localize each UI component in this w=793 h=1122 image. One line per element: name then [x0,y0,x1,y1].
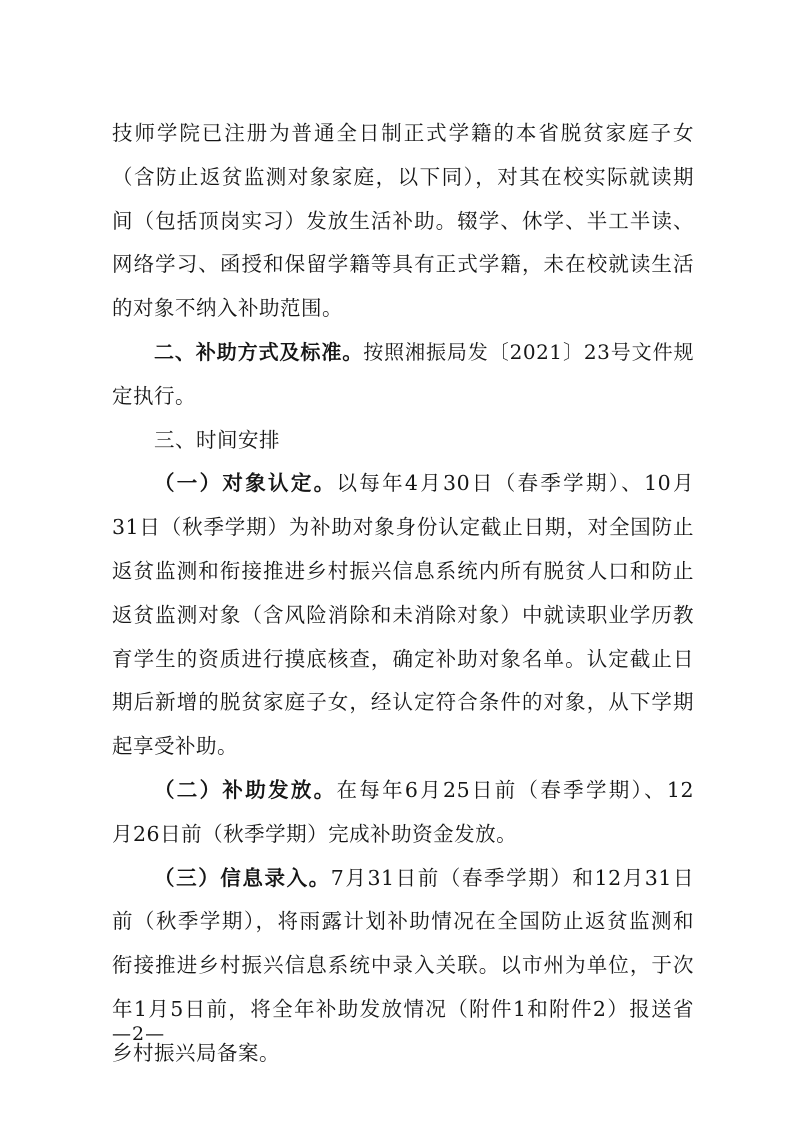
paragraph-line: 起享受补助。 [112,734,238,759]
item-1-text: 以每年4月30日（春季学期）、10月 [336,471,695,496]
item-3-line [112,857,694,901]
item-2-line [112,769,694,813]
paragraph-line: 返贫监测对象（含风险消除和未消除对象）中就读职业学历教 [112,602,694,627]
item-3-label: （三）信息录入。 [154,865,331,890]
item-2-text: 在每年6月25日前（春季学期）、12 [336,777,695,802]
paragraph-line: 定执行。 [112,383,196,408]
paragraph-line: 31日（秋季学期）为补助对象身份认定截止日期，对全国防止 [112,515,694,540]
paragraph-line: （含防止返贫监测对象家庭，以下同），对其在校实际就读期 [112,164,694,189]
section-2-heading: 二、补助方式及标准。 [154,339,364,364]
document-body [112,112,694,1076]
section-2-line [112,331,694,375]
item-1-line [112,462,694,506]
paragraph-line: 的对象不纳入补助范围。 [112,296,343,321]
paragraph-line: 网络学习、函授和保留学籍等具有正式学籍，未在校就读生活 [112,252,694,277]
paragraph-line: 年1月5日前，将全年补助发放情况（附件1和附件2）报送省 [112,996,694,1021]
paragraph-line: 衔接推进乡村振兴信息系统中录入关联。以市州为单位，于次 [112,953,694,978]
section-2-text: 按照湘振局发〔2021〕23号文件规 [363,339,694,364]
paragraph-line: 技师学院已注册为普通全日制正式学籍的本省脱贫家庭子女 [112,121,694,145]
paragraph-line: 乡村振兴局备案。 [112,1040,280,1065]
paragraph-line: 返贫监测和衔接推进乡村振兴信息系统内所有脱贫人口和防止 [112,558,694,583]
paragraph-line: 期后新增的脱贫家庭子女，经认定符合条件的对象，从下学期 [112,690,694,715]
paragraph-line: 前（秋季学期），将雨露计划补助情况在全国防止返贫监测和 [112,909,694,934]
section-3-heading: 三、时间安排 [154,427,280,452]
paragraph-line: 育学生的资质进行摸底核查，确定补助对象名单。认定截止日 [112,646,694,671]
item-2-label: （二）补助发放。 [154,777,337,802]
item-3-text: 7月31日前（春季学期）和12月31日 [330,865,694,890]
page-number: —2— [112,1023,166,1045]
item-1-label: （一）对象认定。 [154,471,337,496]
paragraph-line: 月26日前（秋季学期）完成补助资金发放。 [112,821,518,846]
paragraph-line: 间（包括顶岗实习）发放生活补助。辍学、休学、半工半读、 [112,208,694,233]
